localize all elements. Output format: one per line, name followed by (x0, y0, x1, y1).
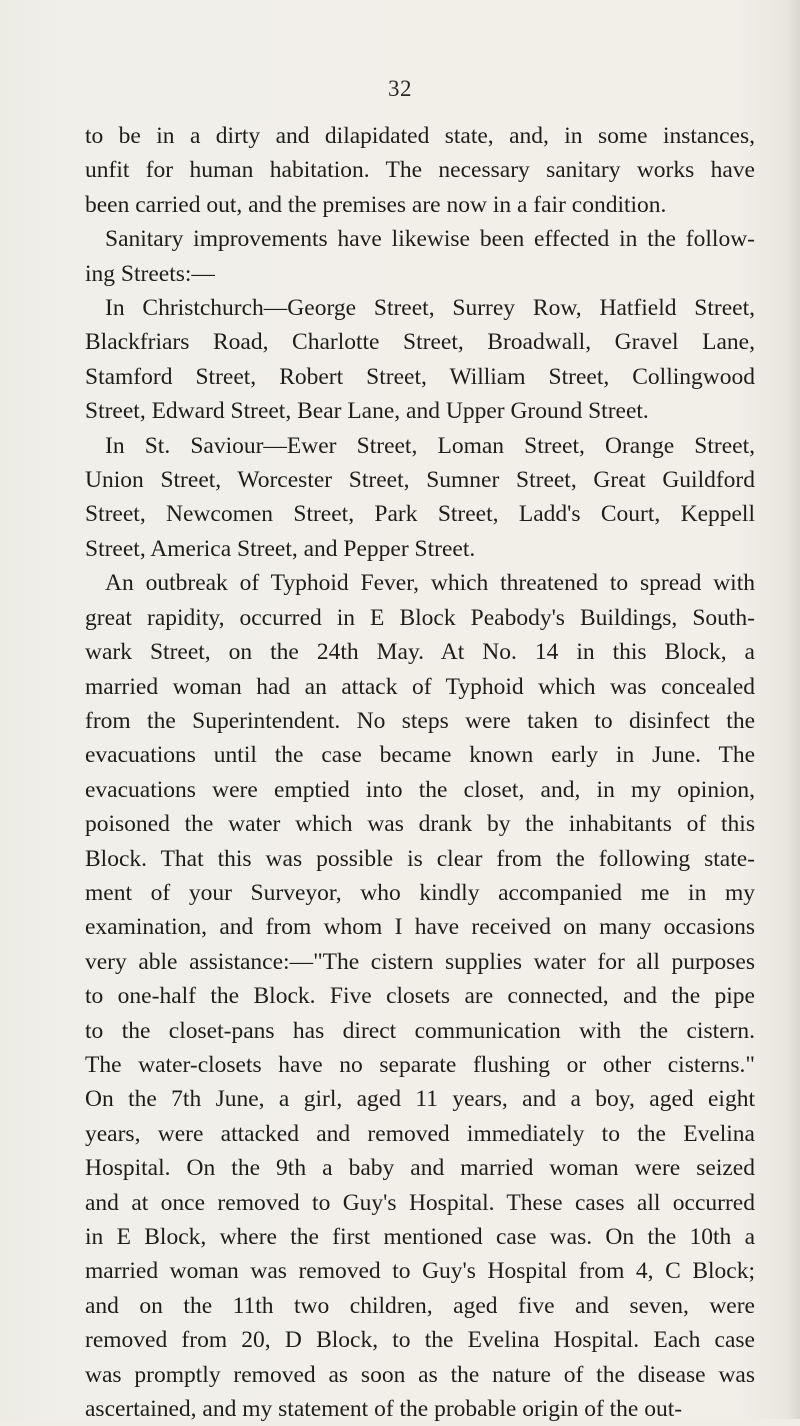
text-line: ing Streets:— (85, 260, 215, 287)
text-line: Street, Edward Street, Bear Lane, and Upper Ground Street. (85, 398, 649, 425)
text-line: Street, Newcomen Street, Park Street, Ladd's Court, Keppell (85, 501, 755, 528)
text-line: to one-half the Block. Five closets are connected, and the pipe (85, 983, 755, 1010)
text-line: Union Street, Worcester Street, Sumner Street, Great Guildford (85, 467, 755, 494)
text-line: been carried out, and the premises are now in a fair condition. (85, 191, 667, 218)
text-line: years, were attacked and removed immediately to the Evelina (85, 1120, 755, 1147)
text-line: married woman was removed to Guy's Hospital from 4, C Block; (85, 1258, 755, 1285)
text-line: Stamford Street, Robert Street, William Street, Collingwood (85, 363, 755, 390)
text-line: and at once removed to Guy's Hospital. These cases all occurred (85, 1189, 755, 1216)
text-line: Hospital. On the 9th a baby and married woman were seized (85, 1155, 755, 1182)
text-line: removed from 20, D Block, to the Evelina Hospital. Each case (85, 1327, 755, 1354)
text-line: The water-closets have no separate flushing or other cisterns." (85, 1051, 755, 1078)
text-line: was promptly removed as soon as the nature of the disease was (85, 1361, 755, 1388)
text-line: ment of your Surveyor, who kindly accompanied me in my (85, 879, 755, 906)
text-line: great rapidity, occurred in E Block Peabody's Buildings, South- (85, 604, 755, 631)
text-line: examination, and from whom I have received on many occasions (85, 914, 755, 941)
text-line: in E Block, where the first mentioned case was. On the 10th a (85, 1224, 755, 1250)
text-line: Sanitary improvements have likewise been effected in the follow- (105, 226, 755, 253)
text-line: unfit for human habitation. The necessary sanitary works have (85, 157, 755, 184)
paragraph (85, 566, 755, 1426)
paragraph (85, 291, 755, 429)
paragraph (85, 222, 755, 291)
text-line: married woman had an attack of Typhoid which was concealed (85, 673, 755, 700)
page-edge-shadow (786, 0, 800, 1419)
text-line: to the closet-pans has direct communication with the cistern. (85, 1017, 755, 1044)
paragraph (85, 429, 755, 567)
text-line: Block. That this was possible is clear from the following state- (85, 845, 755, 872)
text-line: An outbreak of Typhoid Fever, which threatened to spread with (105, 570, 755, 597)
body-text (85, 119, 755, 1426)
text-line: very able assistance:—"The cistern supplies water for all purposes (85, 948, 755, 975)
paragraph (85, 119, 755, 222)
text-line: evacuations until the case became known early in June. The (85, 742, 755, 769)
text-line: wark Street, on the 24th May. At No. 14 in this Block, a (85, 639, 755, 666)
text-line: poisoned the water which was drank by the inhabitants of this (85, 811, 755, 838)
text-line: from the Superintendent. No steps were taken to disinfect the (85, 707, 755, 734)
text-line: ascertained, and my statement of the probable origin of the out- (85, 1396, 683, 1423)
text-line: Street, America Street, and Pepper Street. (85, 535, 476, 562)
text-line: to be in a dirty and dilapidated state, and, in some instances, (85, 123, 755, 149)
text-line: evacuations were emptied into the closet, and, in my opinion, (85, 776, 755, 803)
text-line: and on the 11th two children, aged five and seven, were (85, 1292, 755, 1319)
text-line: On the 7th June, a girl, aged 11 years, and a boy, aged eight (85, 1086, 755, 1113)
text-line: Blackfriars Road, Charlotte Street, Broadwall, Gravel Lane, (85, 329, 755, 356)
text-line: In Christchurch—George Street, Surrey Row, Hatfield Street, (105, 295, 755, 322)
text-line: In St. Saviour—Ewer Street, Loman Street, Orange Street, (105, 432, 755, 459)
page-number: 32 (388, 76, 412, 101)
